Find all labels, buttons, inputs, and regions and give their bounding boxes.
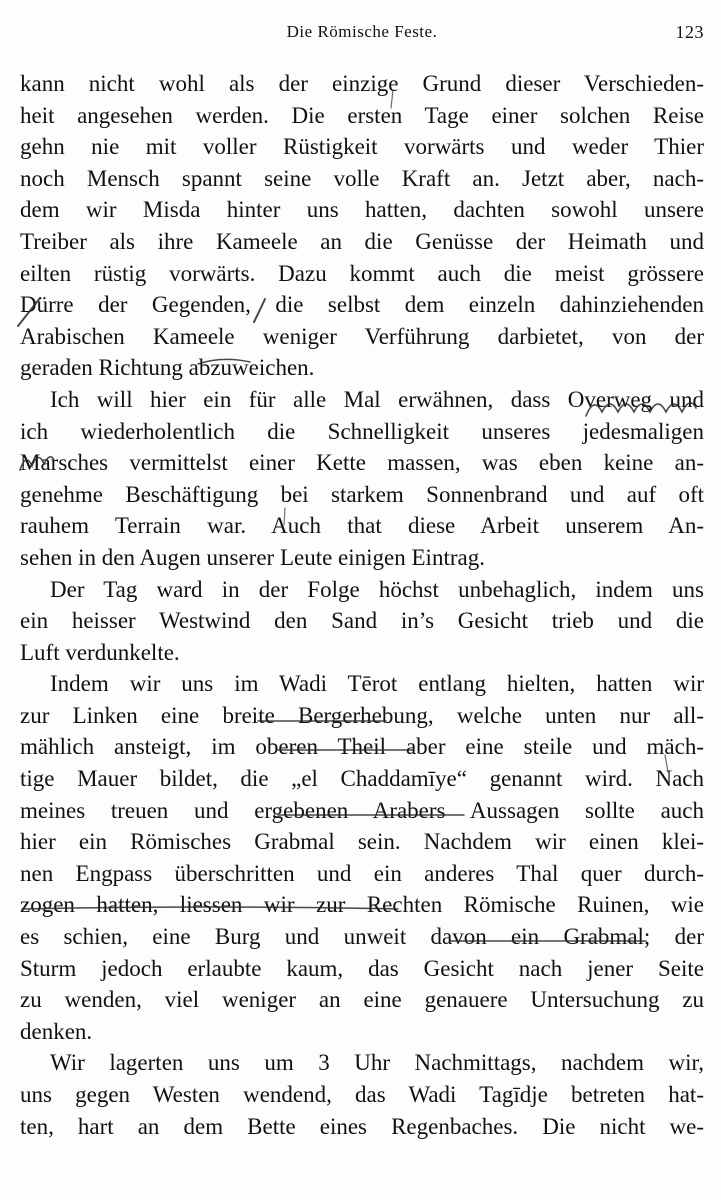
text-line: nen Engpass überschritten und ein anderes Thal quer durch-	[20, 860, 704, 886]
text-line: Indem wir uns im Wadi Tērot entlang hielten, hatten wir	[50, 671, 704, 697]
text-line: Ich will hier ein für alle Mal erwähnen, dass Overweg und	[50, 386, 704, 412]
text-line: gehn nie mit voller Rüstigkeit vorwärts und weder Thier	[20, 134, 704, 160]
text-line: hier ein Römisches Grabmal sein. Nachdem wir einen klei-	[20, 829, 704, 855]
text-line: ich wiederholentlich die Schnelligkeit unseres jedesmaligen	[20, 418, 704, 444]
text-line: dem wir Misda hinter uns hatten, dachten sowohl unsere	[20, 197, 704, 223]
body-text	[20, 68, 704, 1142]
text-line: zu wenden, viel weniger an eine genauere Untersuchung zu	[20, 987, 704, 1013]
text-line: kann nicht wohl als der einzige Grund dieser Verschieden-	[20, 71, 704, 96]
running-header	[20, 22, 704, 50]
text-line: zogen hatten, liessen wir zur Rechten Römische Ruinen, wie	[20, 892, 704, 918]
text-line: ein heisser Westwind den Sand in’s Gesicht trieb und die	[20, 608, 704, 634]
text-line: meines treuen und ergebenen Arabers Aussagen sollte auch	[20, 797, 704, 823]
text-line: Dürre der Gegenden, die selbst dem einzeln dahinziehenden	[20, 292, 704, 318]
text-line: uns gegen Westen wendend, das Wadi Tagīdje betreten hat-	[20, 1082, 704, 1107]
text-line: Marsches vermittelst einer Kette massen, was eben keine an-	[20, 450, 704, 476]
text-line: heit angesehen werden. Die ersten Tage einer solchen Reise	[20, 102, 704, 128]
text-line: Luft verdunkelte.	[20, 639, 180, 665]
text-line: genehme Beschäftigung bei starkem Sonnenbrand und auf oft	[20, 481, 704, 507]
text-line: Der Tag ward in der Folge höchst unbehaglich, indem uns	[50, 576, 704, 602]
text-line: tige Mauer bildet, die „el Chaddamīye“ genannt wird. Nach	[20, 766, 704, 792]
text-line: Treiber als ihre Kameele an die Genüsse der Heimath und	[20, 228, 704, 254]
text-line: mählich ansteigt, im oberen Theil aber eine steile und mäch-	[20, 734, 704, 760]
text-line: geraden Richtung abzuweichen.	[20, 355, 315, 381]
text-line: zur Linken eine breite Bergerhebung, welche unten nur all-	[20, 702, 704, 728]
text-line: Arabischen Kameele weniger Verführung darbietet, von der	[20, 323, 704, 349]
page-number: 123	[675, 22, 704, 42]
text-line: ten, hart an dem Bette eines Regenbaches. Die nicht we-	[20, 1113, 704, 1139]
text-line: noch Mensch spannt seine volle Kraft an. Jetzt aber, nach-	[20, 165, 704, 191]
text-line: Sturm jedoch erlaubte kaum, das Gesicht nach jener Seite	[20, 955, 704, 981]
running-title: Die Römische Feste.	[286, 22, 438, 41]
text-line: sehen in den Augen unserer Leute einigen Eintrag.	[20, 544, 485, 570]
text-line: es schien, eine Burg und unweit davon ein Grabmal; der	[20, 924, 704, 950]
text-line: eilten rüstig vorwärts. Dazu kommt auch die meist grössere	[20, 260, 704, 286]
text-line: Wir lagerten uns um 3 Uhr Nachmittags, nachdem wir,	[50, 1050, 704, 1076]
text-line: rauhem Terrain war. Auch that diese Arbeit unserem An-	[20, 513, 704, 539]
text-line: denken.	[20, 1018, 93, 1044]
